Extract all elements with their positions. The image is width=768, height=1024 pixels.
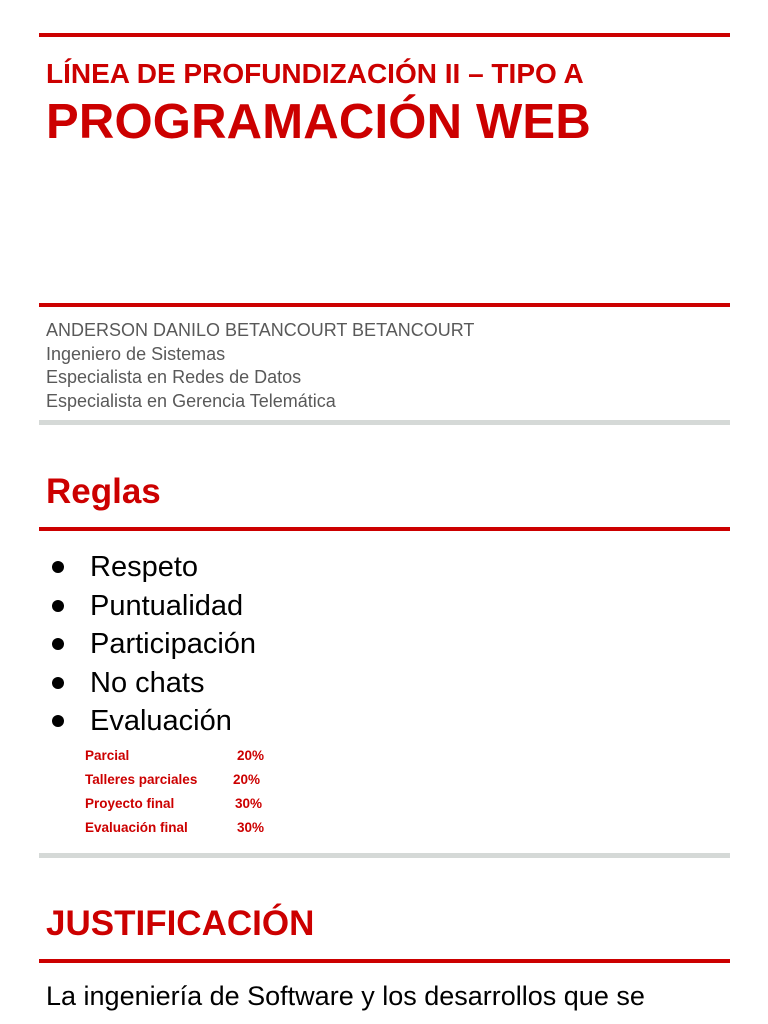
evaluation-percent: 20% bbox=[237, 748, 265, 763]
evaluation-label: Evaluación final bbox=[85, 820, 188, 835]
author-degree: Ingeniero de Sistemas bbox=[46, 343, 226, 364]
author-divider bbox=[39, 303, 730, 307]
evaluation-row bbox=[85, 768, 261, 792]
list-item: Respeto bbox=[46, 548, 256, 587]
evaluation-label: Parcial bbox=[85, 748, 130, 763]
evaluation-percent: 30% bbox=[235, 796, 263, 811]
evaluation-row bbox=[85, 792, 263, 816]
course-title: PROGRAMACIÓN WEB bbox=[46, 95, 591, 149]
evaluation-percent: 20% bbox=[233, 772, 261, 787]
author-specialty-networks: Especialista en Redes de Datos bbox=[46, 367, 302, 387]
author-name: ANDERSON DANILO BETANCOURT BETANCOURT bbox=[46, 320, 475, 340]
bullet-icon bbox=[52, 561, 64, 573]
evaluation-table bbox=[85, 744, 265, 840]
bullet-icon bbox=[52, 638, 64, 650]
rules-list bbox=[46, 548, 256, 741]
author-block bbox=[46, 319, 474, 413]
bullet-icon bbox=[52, 677, 64, 689]
top-divider bbox=[39, 33, 730, 37]
evaluation-label: Talleres parciales bbox=[85, 772, 198, 787]
rules-divider bbox=[39, 527, 730, 531]
justification-divider bbox=[39, 959, 730, 963]
justification-text: La ingeniería de Software y los desarrollos que se bbox=[46, 981, 645, 1011]
justification-heading: JUSTIFICACIÓN bbox=[46, 904, 315, 943]
list-item: Evaluación bbox=[46, 702, 256, 741]
evaluation-percent: 30% bbox=[237, 820, 265, 835]
bullet-icon bbox=[52, 715, 64, 727]
evaluation-row bbox=[85, 816, 265, 840]
author-specialty-telematics: Especialista en Gerencia Telemática bbox=[46, 390, 336, 411]
course-line-subtitle: LÍNEA DE PROFUNDIZACIÓN II – TIPO A bbox=[46, 58, 584, 89]
rules-heading: Reglas bbox=[46, 472, 161, 511]
list-item: Puntualidad bbox=[46, 587, 256, 626]
list-item: No chats bbox=[46, 664, 256, 703]
evaluation-label: Proyecto final bbox=[85, 796, 175, 811]
slide-separator bbox=[39, 853, 730, 858]
slide-separator bbox=[39, 420, 730, 425]
list-item: Participación bbox=[46, 625, 256, 664]
evaluation-row bbox=[85, 744, 265, 768]
bullet-icon bbox=[52, 600, 64, 612]
